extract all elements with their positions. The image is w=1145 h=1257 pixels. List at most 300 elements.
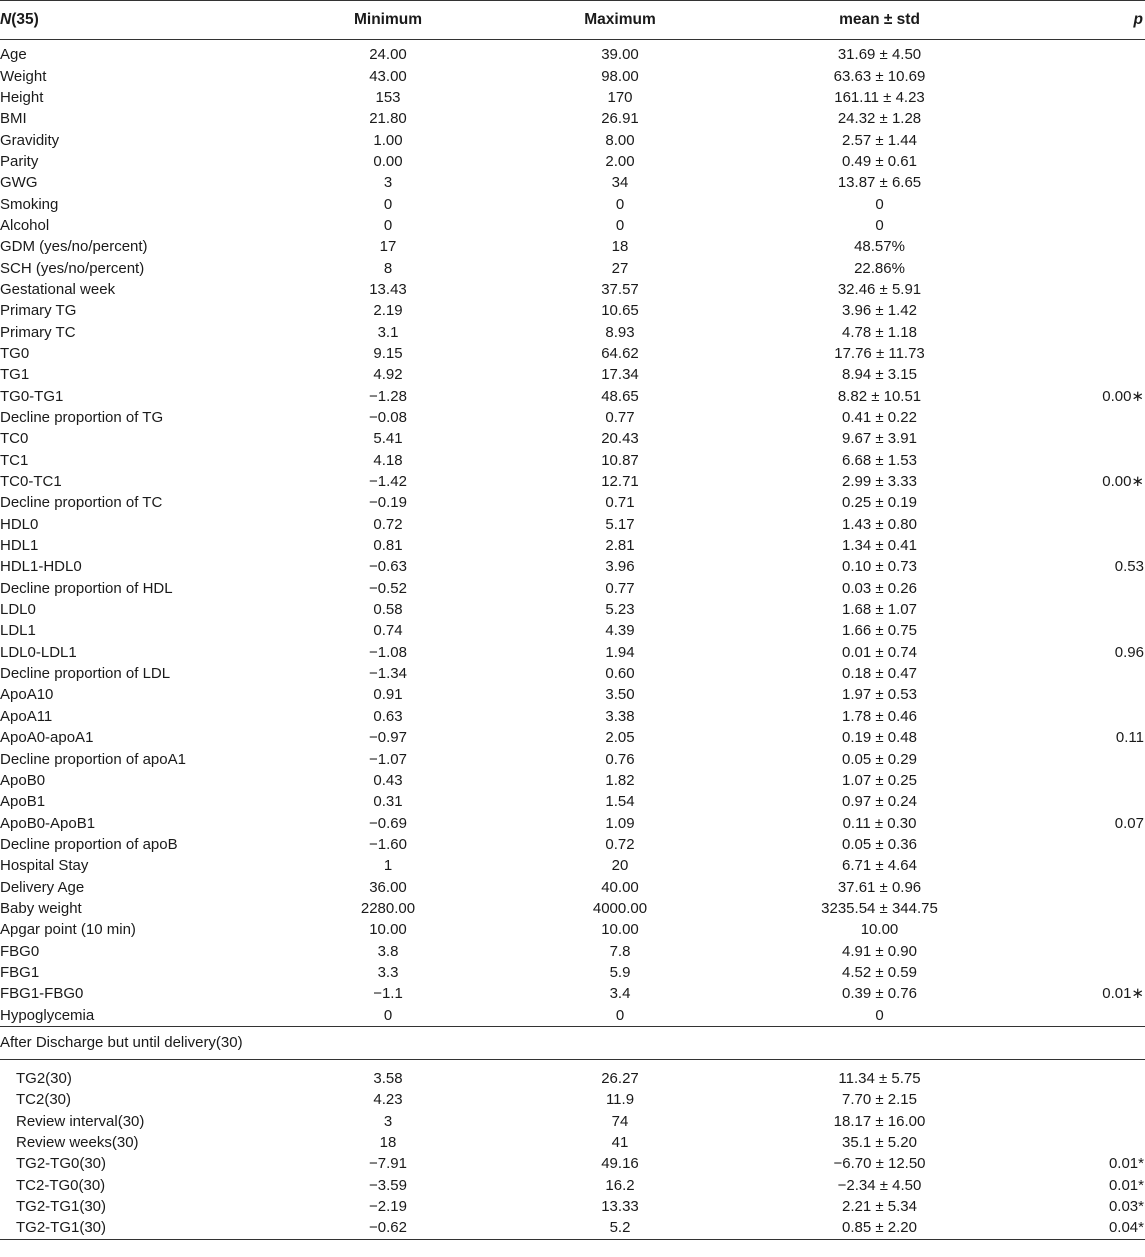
mean-cell: 18.17 ± 16.00 — [833, 1112, 926, 1130]
table-header — [0, 1, 1145, 40]
table-row — [0, 1196, 1145, 1217]
row-label: Hospital Stay — [0, 857, 89, 875]
table-row — [0, 87, 1145, 108]
row-label: GWG — [0, 174, 38, 192]
row-label: Weight — [0, 67, 47, 85]
mean-cell: 37.61 ± 0.96 — [837, 878, 922, 896]
p-cell — [1023, 791, 1145, 812]
mean-cell: 4.91 ± 0.90 — [842, 942, 917, 960]
mean-cell: 8.94 ± 3.15 — [842, 366, 917, 384]
header-n-value: (35) — [11, 11, 39, 28]
row-label: TC2(30) — [16, 1091, 72, 1109]
max-cell: 170 — [607, 88, 633, 106]
max-cell: 1.82 — [605, 771, 635, 789]
min-cell: 3.3 — [377, 963, 399, 981]
min-cell: 8 — [383, 259, 393, 277]
min-cell: −0.63 — [369, 558, 407, 576]
mean-cell: 10.00 — [860, 921, 899, 939]
min-cell: 17 — [379, 238, 397, 256]
row-label: TG2(30) — [16, 1069, 72, 1087]
min-cell: 2280.00 — [360, 899, 416, 917]
row-label: TG2-TG1(30) — [0, 1217, 272, 1239]
min-cell: −1.60 — [369, 835, 407, 853]
min-cell: 0.63 — [373, 707, 403, 725]
mean-cell: 0.11 ± 0.30 — [842, 814, 917, 832]
max-cell: 8.00 — [605, 131, 635, 149]
p-cell — [1023, 898, 1145, 919]
min-cell: 3.1 — [377, 323, 399, 341]
min-cell: −1.42 — [369, 473, 407, 491]
table-row — [0, 620, 1145, 641]
max-cell: 0 — [615, 216, 625, 234]
min-cell: −0.19 — [369, 494, 407, 512]
min-cell: 0.00 — [373, 152, 403, 170]
min-cell: −1.08 — [369, 643, 407, 661]
min-cell: 4.18 — [373, 451, 403, 469]
table-row — [0, 343, 1145, 364]
mean-cell: 0.41 ± 0.22 — [842, 409, 917, 427]
header-mean-std: mean ± std — [736, 1, 1023, 40]
table-row — [0, 983, 1145, 1004]
row-label: Hypoglycemia — [0, 1006, 95, 1024]
table-row — [0, 428, 1145, 449]
p-cell — [1023, 492, 1145, 513]
table-row — [0, 748, 1145, 769]
mean-cell: 3235.54 ± 344.75 — [821, 899, 938, 917]
mean-cell: −2.34 ± 4.50 — [837, 1176, 922, 1194]
p-cell — [1023, 919, 1145, 940]
p-cell — [1023, 962, 1145, 983]
row-label: HDL1-HDL0 — [0, 558, 82, 576]
mean-cell: 35.1 ± 5.20 — [842, 1134, 917, 1152]
min-cell: 0 — [383, 195, 393, 213]
max-cell: 3.50 — [605, 686, 635, 704]
p-cell — [1023, 407, 1145, 428]
min-cell: 0.74 — [373, 622, 403, 640]
table-row — [0, 770, 1145, 791]
max-cell: 39.00 — [601, 46, 639, 64]
min-cell: 0.72 — [373, 515, 403, 533]
table-row — [0, 876, 1145, 897]
max-cell: 0.76 — [605, 750, 635, 768]
p-cell: 0.00∗ — [1102, 473, 1144, 491]
row-label: FBG1 — [0, 963, 40, 981]
row-label: Review weeks(30) — [16, 1134, 139, 1152]
min-cell: 0.31 — [373, 793, 403, 811]
header-minimum: Minimum — [272, 1, 504, 40]
row-label: Apgar point (10 min) — [0, 921, 136, 939]
mean-cell: 0.18 ± 0.47 — [842, 665, 917, 683]
max-cell: 1.94 — [605, 643, 635, 661]
min-cell: 18 — [379, 1134, 397, 1152]
max-cell: 0.77 — [605, 579, 635, 597]
table-row — [0, 300, 1145, 321]
max-cell: 3.96 — [605, 558, 635, 576]
mean-cell: 2.21 ± 5.34 — [842, 1198, 917, 1216]
min-cell: −0.69 — [369, 814, 407, 832]
max-cell: 7.8 — [609, 942, 631, 960]
table-row — [0, 1111, 1145, 1132]
row-label: Primary TC — [0, 323, 76, 341]
p-cell — [1023, 215, 1145, 236]
p-cell — [1023, 108, 1145, 129]
mean-cell: 0.49 ± 0.61 — [842, 152, 917, 170]
min-cell: 3 — [383, 174, 393, 192]
table-row — [0, 108, 1145, 129]
row-label: Baby weight — [0, 899, 82, 917]
table-row — [0, 514, 1145, 535]
p-cell — [1023, 620, 1145, 641]
mean-cell: 0.01 ± 0.74 — [842, 643, 917, 661]
table-row — [0, 578, 1145, 599]
max-cell: 26.91 — [601, 110, 639, 128]
p-cell — [1023, 940, 1145, 961]
p-cell: 0.96 — [1114, 643, 1144, 661]
spacer-row — [0, 1059, 1145, 1068]
mean-cell: 8.82 ± 10.51 — [837, 387, 922, 405]
row-label: FBG1-FBG0 — [0, 985, 84, 1003]
p-cell — [1023, 193, 1145, 214]
max-cell: 3.38 — [605, 707, 635, 725]
mean-cell: 9.67 ± 3.91 — [842, 430, 917, 448]
row-label: ApoA11 — [0, 707, 53, 725]
mean-cell: 4.52 ± 0.59 — [842, 963, 917, 981]
table-row — [0, 172, 1145, 193]
row-label: Delivery Age — [0, 878, 85, 896]
mean-cell: 1.78 ± 0.46 — [842, 707, 917, 725]
max-cell: 5.2 — [504, 1217, 736, 1239]
max-cell: 64.62 — [601, 344, 639, 362]
mean-cell: 1.34 ± 0.41 — [842, 537, 917, 555]
row-label: TC0-TC1 — [0, 473, 62, 491]
min-cell: 21.80 — [369, 110, 407, 128]
table-row — [0, 834, 1145, 855]
min-cell: 0.58 — [373, 601, 403, 619]
table-row — [0, 535, 1145, 556]
max-cell: 74 — [611, 1112, 629, 1130]
table-row — [0, 471, 1145, 492]
max-cell: 2.00 — [605, 152, 635, 170]
row-label: Gestational week — [0, 280, 116, 298]
row-label: ApoA0-apoA1 — [0, 729, 94, 747]
table-row — [0, 1153, 1145, 1174]
min-cell: −1.28 — [369, 387, 407, 405]
mean-cell: 0.05 ± 0.36 — [842, 835, 917, 853]
min-cell: 0.81 — [373, 537, 403, 555]
mean-cell: 17.76 ± 11.73 — [834, 344, 925, 362]
min-cell: −2.19 — [369, 1198, 407, 1216]
row-label: HDL1 — [0, 537, 39, 555]
row-label: TC2-TG0(30) — [16, 1176, 106, 1194]
max-cell: 13.33 — [601, 1198, 639, 1216]
mean-cell: 2.99 ± 3.33 — [842, 473, 917, 491]
max-cell: 8.93 — [605, 323, 635, 341]
table-row — [0, 215, 1145, 236]
row-label: Age — [0, 46, 27, 64]
mean-cell: 0.10 ± 0.73 — [842, 558, 917, 576]
max-cell: 0.60 — [605, 665, 635, 683]
p-cell — [1023, 428, 1145, 449]
min-cell: 3.58 — [373, 1069, 403, 1087]
mean-cell: 0.97 ± 0.24 — [842, 793, 917, 811]
table-row — [0, 556, 1145, 577]
table-row — [0, 898, 1145, 919]
p-cell — [1023, 279, 1145, 300]
row-label: TG2-TG1(30) — [16, 1198, 107, 1216]
p-cell — [1023, 514, 1145, 535]
min-cell: 36.00 — [369, 878, 407, 896]
table-row — [0, 1132, 1145, 1153]
row-label: TC1 — [0, 451, 29, 469]
row-label: TG0-TG1 — [0, 387, 64, 405]
p-cell: 0.11 — [1115, 729, 1144, 747]
table-row — [0, 684, 1145, 705]
min-cell: −0.97 — [369, 729, 407, 747]
p-cell: 0.01* — [1108, 1155, 1144, 1173]
max-cell: 16.2 — [605, 1176, 635, 1194]
mean-cell: 6.71 ± 4.64 — [842, 857, 917, 875]
table-row — [0, 1068, 1145, 1089]
max-cell: 26.27 — [601, 1069, 639, 1087]
p-cell: 0.00∗ — [1102, 387, 1144, 405]
min-cell: 153 — [375, 88, 401, 106]
table-body — [0, 40, 1145, 1240]
max-cell: 27 — [611, 259, 629, 277]
max-cell: 3.4 — [609, 985, 631, 1003]
min-cell: −1.34 — [369, 665, 407, 683]
table-row — [0, 151, 1145, 172]
mean-cell: 1.07 ± 0.25 — [842, 771, 917, 789]
table-row — [0, 642, 1145, 663]
header-p: p — [1023, 1, 1145, 40]
min-cell: 0 — [383, 216, 393, 234]
table-row — [0, 386, 1145, 407]
p-cell — [1023, 87, 1145, 108]
p-cell — [1023, 876, 1145, 897]
mean-cell: 11.34 ± 5.75 — [838, 1069, 921, 1087]
row-label: Decline proportion of apoB — [0, 835, 178, 853]
max-cell: 1.54 — [605, 793, 635, 811]
max-cell: 5.17 — [605, 515, 635, 533]
max-cell: 34 — [611, 174, 629, 192]
row-label: Gravidity — [0, 131, 60, 149]
min-cell: 5.41 — [373, 430, 403, 448]
mean-cell: 1.68 ± 1.07 — [842, 601, 917, 619]
min-cell: 13.43 — [369, 280, 407, 298]
max-cell: 0.71 — [605, 494, 635, 512]
min-cell: 3 — [383, 1112, 393, 1130]
min-cell: 4.23 — [373, 1091, 403, 1109]
row-label: LDL0 — [0, 601, 36, 619]
row-label: Decline proportion of apoA1 — [0, 750, 186, 768]
header-n-label: N — [0, 11, 12, 28]
max-cell: 49.16 — [601, 1155, 639, 1173]
table-row — [0, 663, 1145, 684]
table-row — [0, 492, 1145, 513]
table-row — [0, 791, 1145, 812]
max-cell: 0.72 — [605, 835, 635, 853]
p-cell — [1023, 343, 1145, 364]
max-cell: 2.05 — [605, 729, 635, 747]
p-cell: 0.04* — [1023, 1217, 1145, 1239]
max-cell: 40.00 — [601, 878, 639, 896]
table-row — [0, 599, 1145, 620]
row-label: TG1 — [0, 366, 30, 384]
p-cell — [1023, 663, 1145, 684]
max-cell: 18 — [611, 238, 629, 256]
min-cell: 0 — [383, 1006, 393, 1024]
max-cell: 11.9 — [605, 1091, 635, 1109]
row-label: LDL0-LDL1 — [0, 643, 77, 661]
section-row — [0, 1026, 1145, 1059]
mean-cell: 1.66 ± 0.75 — [842, 622, 917, 640]
table-row — [0, 1217, 1145, 1239]
table-row — [0, 321, 1145, 342]
row-label: TC0 — [0, 430, 29, 448]
max-cell: 1.09 — [605, 814, 635, 832]
mean-cell: 3.96 ± 1.42 — [842, 302, 917, 320]
table-row — [0, 855, 1145, 876]
p-cell — [1023, 535, 1145, 556]
p-cell: 0.07 — [1114, 814, 1144, 832]
max-cell: 5.23 — [605, 601, 635, 619]
mean-cell: 0.03 ± 0.26 — [842, 579, 917, 597]
max-cell: 0.77 — [605, 409, 635, 427]
min-cell: −1.07 — [369, 750, 407, 768]
table-row — [0, 919, 1145, 940]
p-cell — [1023, 172, 1145, 193]
row-label: Decline proportion of HDL — [0, 579, 173, 597]
p-cell: 0.53 — [1114, 558, 1144, 576]
table-row — [0, 40, 1145, 66]
table-row — [0, 1004, 1145, 1026]
row-label: HDL0 — [0, 515, 39, 533]
p-cell — [1023, 40, 1145, 66]
p-cell — [1023, 1132, 1145, 1153]
max-cell: 5.9 — [609, 963, 631, 981]
max-cell: 4000.00 — [592, 899, 648, 917]
min-cell: 0.43 — [373, 771, 403, 789]
header-row — [0, 1, 1145, 40]
table-row — [0, 364, 1145, 385]
max-cell: 4.39 — [605, 622, 635, 640]
mean-cell: 63.63 ± 10.69 — [833, 67, 926, 85]
row-label: FBG0 — [0, 942, 40, 960]
mean-cell: 161.11 ± 4.23 — [834, 88, 925, 106]
mean-cell: 13.87 ± 6.65 — [837, 174, 922, 192]
row-label: Primary TG — [0, 302, 77, 320]
row-label: Decline proportion of TG — [0, 409, 164, 427]
p-cell — [1023, 65, 1145, 86]
p-cell: 0.03* — [1108, 1198, 1144, 1216]
section-title: After Discharge but until delivery(30) — [0, 1026, 1145, 1059]
max-cell: 48.65 — [601, 387, 639, 405]
p-cell — [1023, 321, 1145, 342]
p-cell — [1023, 578, 1145, 599]
p-cell — [1023, 855, 1145, 876]
min-cell: −1.1 — [373, 985, 403, 1003]
table-row — [0, 1175, 1145, 1196]
table-row — [0, 129, 1145, 150]
p-cell — [1023, 1111, 1145, 1132]
table-row — [0, 279, 1145, 300]
mean-cell: 24.32 ± 1.28 — [837, 110, 922, 128]
max-cell: 17.34 — [601, 366, 639, 384]
mean-cell: 4.78 ± 1.18 — [842, 323, 917, 341]
p-cell — [1023, 706, 1145, 727]
max-cell: 0 — [615, 195, 625, 213]
table-row — [0, 962, 1145, 983]
header-n — [0, 1, 272, 40]
mean-cell: 0 — [875, 1006, 884, 1024]
max-cell: 10.00 — [601, 921, 639, 939]
mean-cell: 0 — [875, 195, 884, 213]
p-cell — [1023, 599, 1145, 620]
p-cell — [1023, 834, 1145, 855]
min-cell: 0.91 — [373, 686, 403, 704]
table-row — [0, 706, 1145, 727]
max-cell: 20.43 — [601, 430, 639, 448]
p-cell — [1023, 236, 1145, 257]
row-label: Decline proportion of LDL — [0, 665, 171, 683]
p-cell — [1023, 1068, 1145, 1089]
row-label: SCH (yes/no/percent) — [0, 259, 145, 277]
p-cell — [1023, 257, 1145, 278]
row-label: ApoB1 — [0, 793, 46, 811]
p-cell — [1023, 770, 1145, 791]
p-cell: 0.01* — [1108, 1176, 1144, 1194]
max-cell: 37.57 — [601, 280, 639, 298]
max-cell: 12.71 — [601, 473, 639, 491]
mean-cell: 0.85 ± 2.20 — [736, 1217, 1023, 1239]
table-row — [0, 812, 1145, 833]
p-cell — [1023, 151, 1145, 172]
mean-cell: 6.68 ± 1.53 — [842, 451, 917, 469]
min-cell: −0.08 — [369, 409, 407, 427]
table-row — [0, 193, 1145, 214]
max-cell: 41 — [611, 1134, 629, 1152]
mean-cell: 0.39 ± 0.76 — [842, 985, 917, 1003]
table-row — [0, 1089, 1145, 1110]
min-cell: 4.92 — [373, 366, 403, 384]
mean-cell: 1.43 ± 0.80 — [842, 515, 917, 533]
row-label: Smoking — [0, 195, 59, 213]
p-cell — [1023, 364, 1145, 385]
row-label: GDM (yes/no/percent) — [0, 238, 148, 256]
mean-cell: 0 — [875, 216, 884, 234]
table-row — [0, 407, 1145, 428]
p-cell — [1023, 450, 1145, 471]
p-cell: 0.01∗ — [1102, 985, 1144, 1003]
min-cell: −3.59 — [369, 1176, 407, 1194]
row-label: TG2-TG0(30) — [16, 1155, 107, 1173]
min-cell: 24.00 — [369, 46, 407, 64]
mean-cell: 0.05 ± 0.29 — [842, 750, 917, 768]
p-cell — [1023, 1004, 1145, 1026]
p-cell — [1023, 748, 1145, 769]
min-cell: 2.19 — [373, 302, 403, 320]
mean-cell: 32.46 ± 5.91 — [837, 280, 922, 298]
max-cell: 98.00 — [601, 67, 639, 85]
mean-cell: 2.57 ± 1.44 — [842, 131, 917, 149]
table-row — [0, 727, 1145, 748]
table-row — [0, 236, 1145, 257]
min-cell: 1.00 — [373, 131, 403, 149]
row-label: Decline proportion of TC — [0, 494, 163, 512]
max-cell: 10.87 — [601, 451, 639, 469]
mean-cell: 0.25 ± 0.19 — [842, 494, 917, 512]
table-row — [0, 257, 1145, 278]
